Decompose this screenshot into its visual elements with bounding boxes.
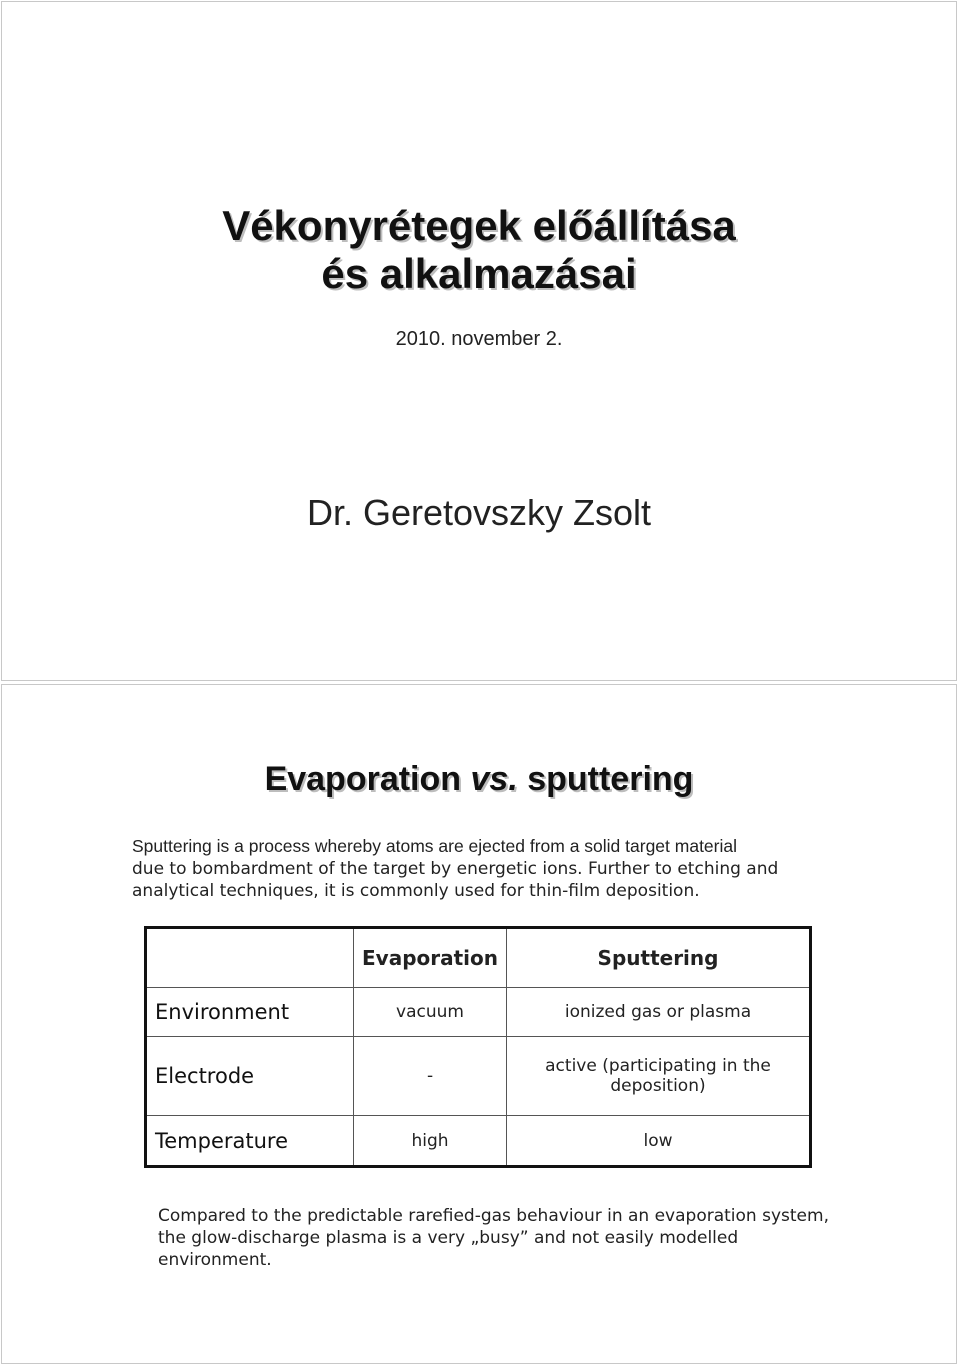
heading-part-2: sputtering — [517, 760, 694, 798]
table-cell: low — [507, 1116, 811, 1167]
closing-note: Compared to the predictable rarefied-gas behaviour in an evaporation system, the glow-discharge plasma is a very „busy” and not easily modelled environment. — [158, 1206, 829, 1270]
slide-author: Dr. Geretovszky Zsolt — [306, 492, 652, 533]
slide-date: 2010. november 2. — [395, 328, 563, 350]
table-header-evaporation: Evaporation — [354, 928, 507, 988]
intro-paragraph — [132, 835, 862, 902]
table-cell: - — [354, 1036, 507, 1116]
row-label-temperature: Temperature — [146, 1116, 354, 1167]
table-header-sputtering: Sputtering — [507, 928, 811, 988]
slide-title — [2, 202, 956, 298]
heading-part-1: Evaporation — [264, 760, 471, 798]
heading-vs: vs. — [470, 760, 518, 798]
title-line-2: és alkalmazásai — [321, 250, 637, 297]
row-label-environment: Environment — [146, 988, 354, 1037]
table-cell: active (participating in the deposition) — [507, 1036, 811, 1116]
intro-line-1: Sputtering is a process whereby atoms are ejected from a solid target material — [132, 836, 738, 856]
table-cell: ionized gas or plasma — [507, 988, 811, 1037]
table-header-row — [146, 928, 811, 988]
intro-rest: due to bombardment of the target by energetic ions. Further to etching and analytical techniques, it is commonly used for thin-film deposition. — [132, 859, 779, 901]
slide-title-page — [1, 1, 957, 681]
row-label-electrode: Electrode — [146, 1036, 354, 1116]
table-cell: high — [354, 1116, 507, 1167]
table-header-empty — [146, 928, 354, 988]
comparison-table — [144, 926, 812, 1168]
title-line-1: Vékonyrétegek előállítása — [222, 202, 736, 249]
table-row — [146, 1116, 811, 1167]
table-cell: vacuum — [354, 988, 507, 1037]
table-row — [146, 988, 811, 1037]
table-row — [146, 1036, 811, 1116]
slide-heading — [2, 757, 956, 801]
slide-evaporation-vs-sputtering — [1, 684, 957, 1364]
